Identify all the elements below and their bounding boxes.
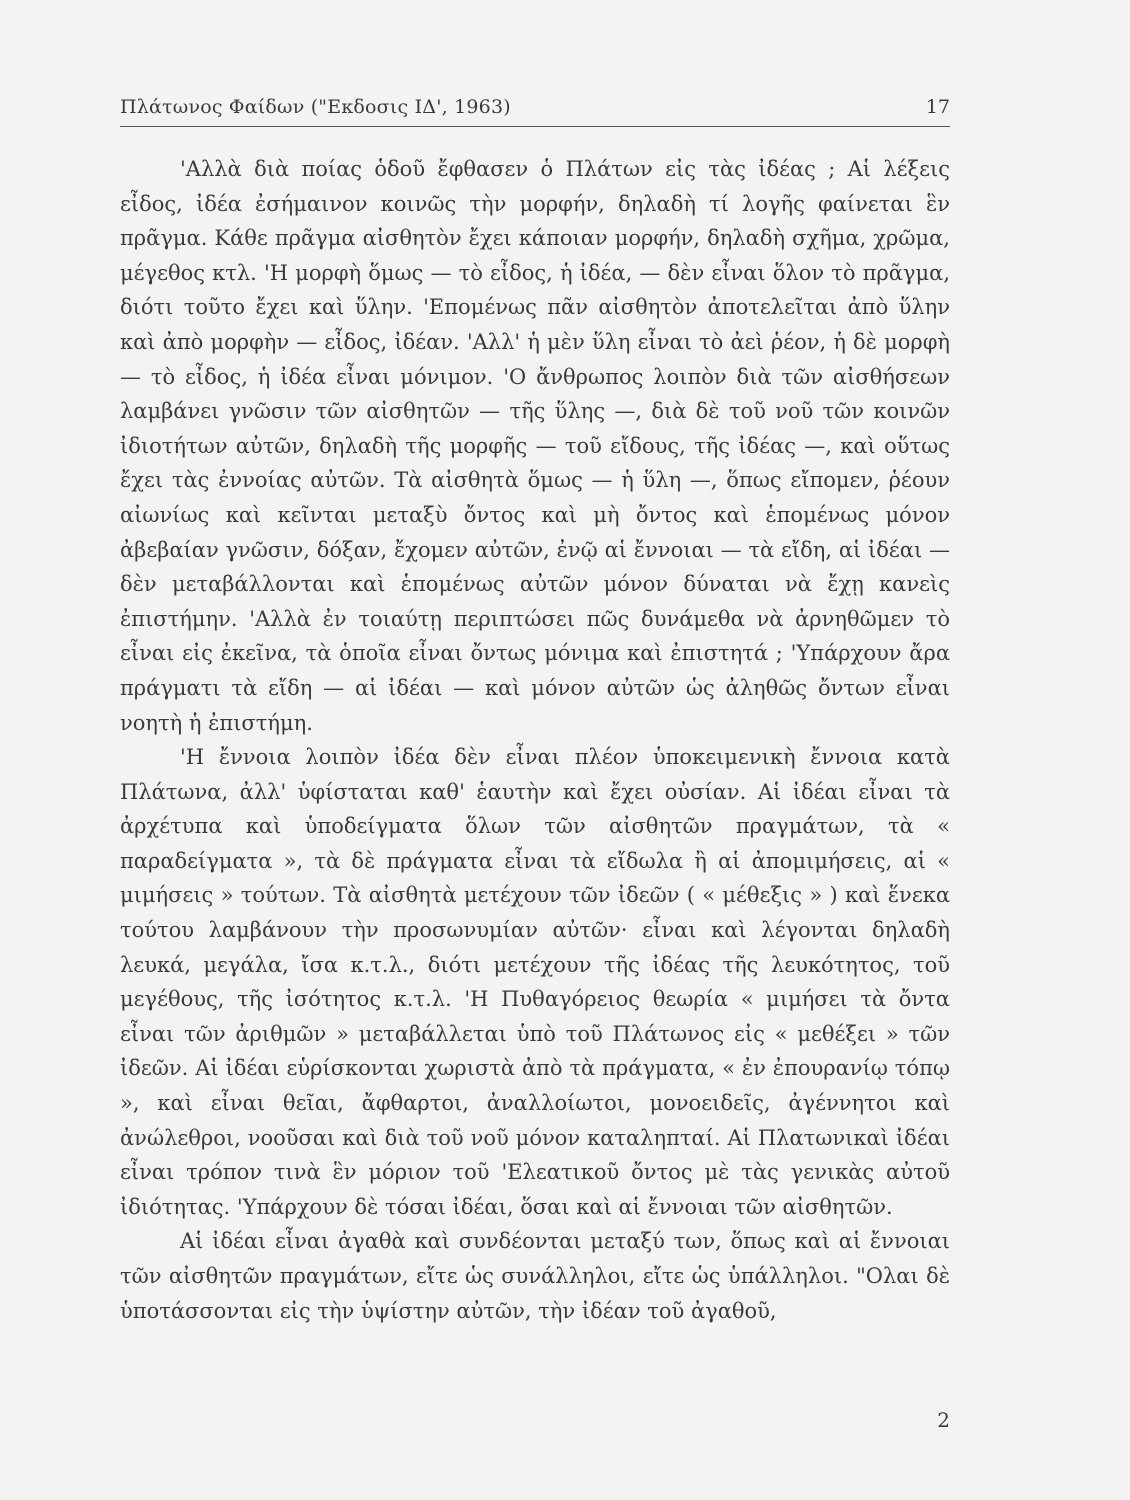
running-title: Πλάτωνος Φαίδων ("Εκδοσις ΙΔ', 1963) — [120, 96, 511, 118]
paragraph-2: 'Η ἔννοια λοιπὸν ἰδέα δὲν εἶναι πλέον ὑποκειμενικὴ ἔννοια κατὰ Πλάτωνα, ἀλλ' ὑφίσταται καθ' ἑαυτὴν καὶ ἔχει οὐσίαν. Αἱ ἰδέαι εἶναι τὰ ἀρχέτυπα καὶ ὑποδείγματα ὅλων τῶν αἰσθητῶν πραγμάτων, τὰ « παραδείγματα », τὰ δὲ πράγματα εἶναι τὰ εἴδωλα ἢ αἱ ἀπομιμήσεις, αἱ « μιμήσεις » τούτων. Τὰ αἰσθητὰ μετέχουν τῶν ἰδεῶν ( « μέθεξις » ) καὶ ἕνεκα τούτου λαμβάνουν τὴν προσωνυμίαν αὐτῶν· εἶναι καὶ λέγονται δηλαδὴ λευκά, μεγάλα, ἴσα κ.τ.λ., διότι μετέχουν τῆς ἰδέας τῆς λευκότητος, τοῦ μεγέθους, τῆς ἰσότητος κ.τ.λ. 'Η Πυθαγόρειος θεωρία « μιμήσει τὰ ὄντα εἶναι τῶν ἀριθμῶν » μεταβάλλεται ὑπὸ τοῦ Πλάτωνος εἰς « μεθέξει » τῶν ἰδεῶν. Αἱ ἰδέαι εὑρίσκονται χωριστὰ ἀπὸ τὰ πράγματα, « ἐν ἐπουρανίῳ τόπῳ », καὶ εἶναι θεῖαι, ἄφθαρτοι, ἀναλλοίωτοι, μονοειδεῖς, ἀγέννητοι καὶ ἀνώλεθροι, νοοῦσαι καὶ διὰ τοῦ νοῦ μόνον καταληπταί. Αἱ Πλατωνικαὶ ἰδέαι εἶναι τρόπον τινὰ ἓν μόριον τοῦ 'Ελεατικοῦ ὄντος μὲ τὰς γενικὰς αὐτοῦ ἰδιότητας. 'Υπάρχουν δὲ τόσαι ἰδέαι, ὅσαι καὶ αἱ ἔννοιαι τῶν αἰσθητῶν. — [120, 745, 950, 1219]
paragraph-1: 'Αλλὰ διὰ ποίας ὁδοῦ ἔφθασεν ὁ Πλάτων εἰς τὰς ἰδέας ; Αἱ λέξεις εἶδος, ἰδέα ἐσήμαινον κοινῶς τὴν μορφήν, δηλαδὴ τί λογῆς φαίνεται ἓν πρᾶγμα. Κάθε πρᾶγμα αἰσθητὸν ἔχει κάποιαν μορφήν, δηλαδὴ σχῆμα, χρῶμα, μέγεθος κτλ. 'Η μορφὴ ὅμως — τὸ εἶδος, ἡ ἰδέα, — δὲν εἶναι ὅλον τὸ πρᾶγμα, διότι τοῦτο ἔχει καὶ ὕλην. 'Επομένως πᾶν αἰσθητὸν ἀποτελεῖται ἀπὸ ὕλην καὶ ἀπὸ μορφὴν — εἶδος, ἰδέαν. 'Αλλ' ἡ μὲν ὕλη εἶναι τὸ ἀεὶ ῥέον, ἡ δὲ μορφὴ — τὸ εἶδος, ἡ ἰδέα εἶναι μόνιμον. 'Ο ἄνθρωπος λοιπὸν διὰ τῶν αἰσθήσεων λαμβάνει γνῶσιν τῶν αἰσθητῶν — τῆς ὕλης —, διὰ δὲ τοῦ νοῦ τῶν κοινῶν ἰδιοτήτων αὐτῶν, δηλαδὴ τῆς μορφῆς — τοῦ εἴδους, τῆς ἰδέας —, καὶ οὕτως ἔχει τὰς ἐννοίας αὐτῶν. Τὰ αἰσθητὰ ὅμως — ἡ ὕλη —, ὅπως εἴπομεν, ῥέουν αἰωνίως καὶ κεῖνται μεταξὺ ὄντος καὶ μὴ ὄντος καὶ ἑπομένως μόνον ἀβεβαίαν γνῶσιν, δόξαν, ἔχομεν αὐτῶν, ἐνῷ αἱ ἔννοιαι — τὰ εἴδη, αἱ ἰδέαι — δὲν μεταβάλλονται καὶ ἑπομένως αὐτῶν μόνον δύναται νὰ ἔχῃ κανεὶς ἐπιστήμην. 'Αλλὰ ἐν τοιαύτῃ περιπτώσει πῶς δυνάμεθα νὰ ἀρνηθῶμεν τὸ εἶναι εἰς ἐκεῖνα, τὰ ὁποῖα εἶναι ὄντως μόνιμα καὶ ἐπιστητά ; 'Υπάρχουν ἄρα πράγματι τὰ εἴδη — αἱ ἰδέαι — καὶ μόνον αὐτῶν ὡς ἀληθῶς ὄντων εἶναι νοητὴ ἡ ἐπιστήμη. — [120, 157, 950, 735]
paragraph-3: Αἱ ἰδέαι εἶναι ἀγαθὰ καὶ συνδέονται μεταξύ των, ὅπως καὶ αἱ ἔννοιαι τῶν αἰσθητῶν πραγμάτων, εἴτε ὡς συνάλληλοι, εἴτε ὡς ὑπάλληλοι. "Ολαι δὲ ὑποτάσσονται εἰς τὴν ὑψίστην αὐτῶν, τὴν ἰδέαν τοῦ ἀγαθοῦ, — [120, 1229, 950, 1323]
page-number: 17 — [925, 96, 950, 118]
running-header — [120, 96, 950, 127]
body-text — [120, 152, 950, 1328]
folio-signature: 2 — [937, 1408, 950, 1432]
